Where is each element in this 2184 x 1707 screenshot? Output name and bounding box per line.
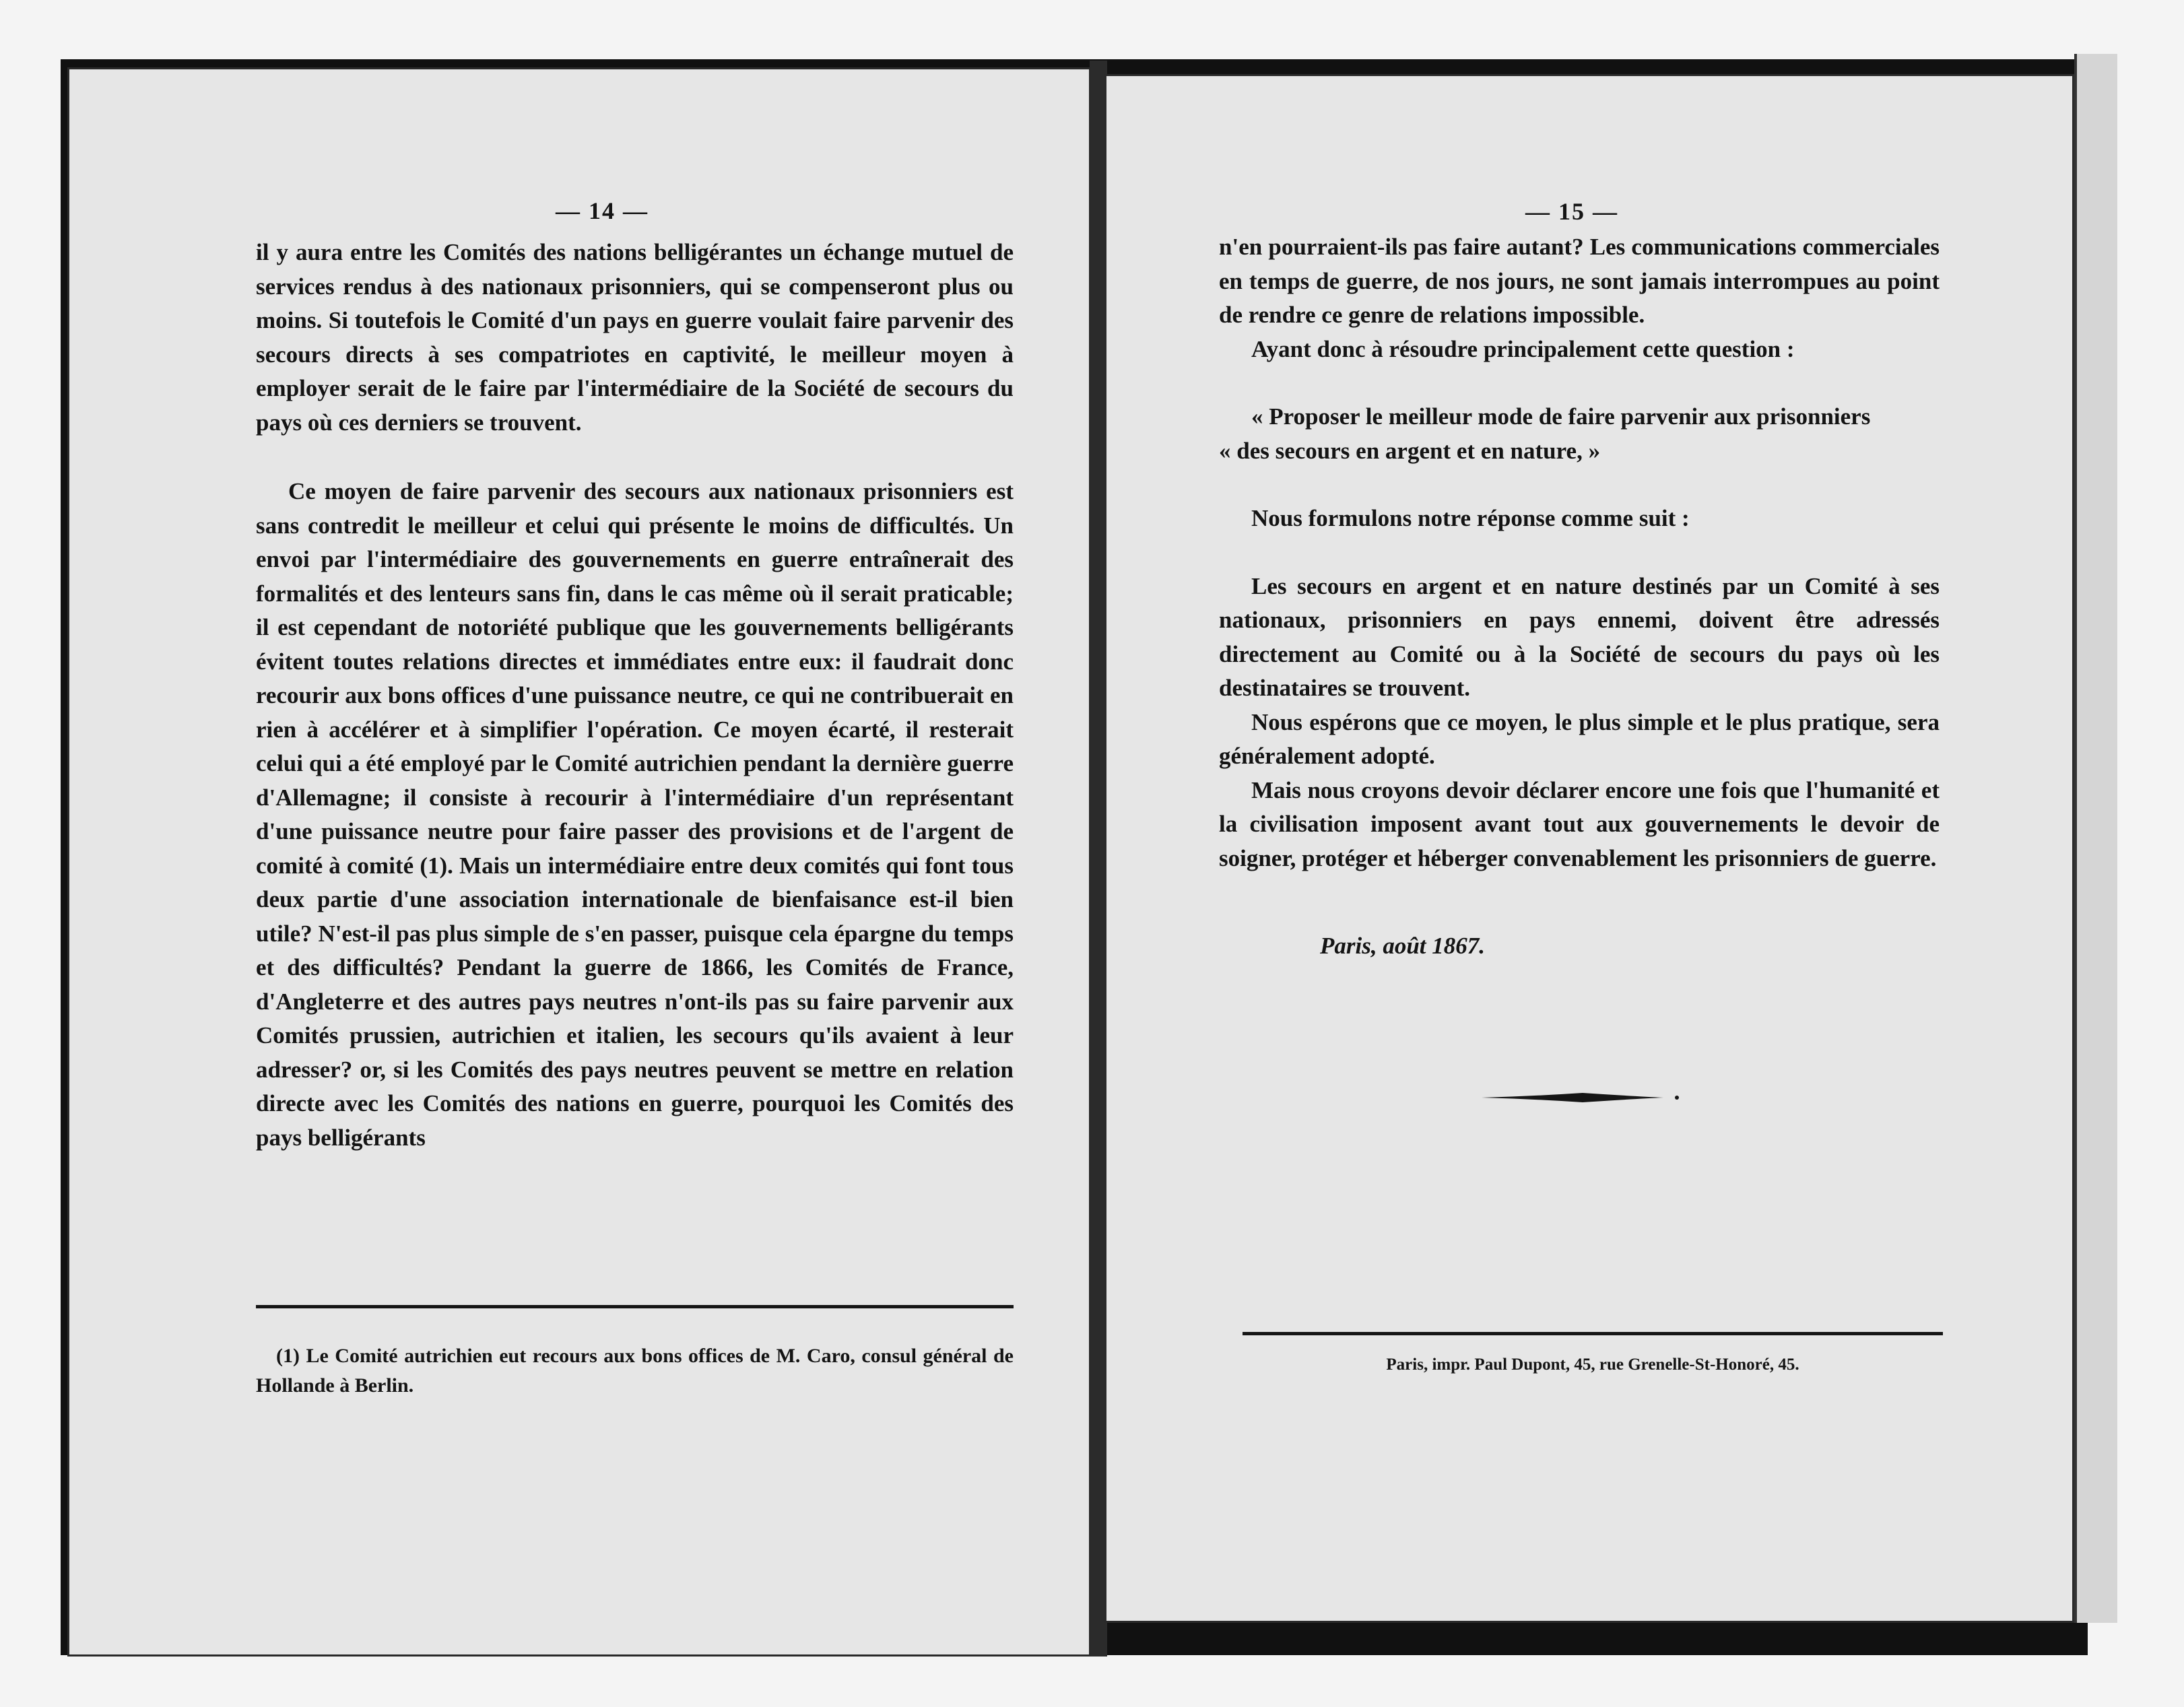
left-paragraph-2: Ce moyen de faire parvenir des secours aux nationaux prisonniers est sans contredit le meilleur et celui qui présente le moins de difficultés. Un envoi par l'intermédiaire des gouvernements en guerre entraînerait des formalités et des lenteurs sans fin, dans le cas même où il serait praticable; il est cependant de notoriété publique que les gouvernements belligérants évitent toutes relations directes et immédiates entre eux: il faudrait donc recourir aux bons offices d'une puissance neutre, ce qui ne contribuerait en rien à accélérer et à simplifier l'opération. Ce moyen écarté, il resterait celui qui a été employé par le Comité autrichien pendant la dernière guerre d'Allemagne; il consiste à recourir à l'intermédiaire d'un représentant d'une puissance neutre pour faire passer des provisions et de l'argent de comité à comité (1). Mais un intermédiaire entre deux comités qui font tous deux partie d'une association internationale de bienfaisance est-il bien utile? N'est-il pas plus simple de s'en passer, puisque cela épargne du temps et des difficultés? Pendant la guerre de 1866, les Comités de France, d'Angleterre et des autres pays neutres n'ont-ils pas su faire parvenir aux Comités prussien, autrichien et italien, les secours qu'ils avaient à leur adresser? or, si les Comités des pays neutres peuvent se mettre en relation directe avec les Comités des nations en guerre, pourquoi les Comités des pays belligérants [256, 478, 1014, 1151]
right-page-body [1219, 230, 1940, 875]
footnote: (1) Le Comité autrichien eut recours aux bons offices de M. Caro, consul général de Hollande à Berlin. [256, 1345, 1014, 1397]
imprint-rule [1243, 1332, 1943, 1335]
right-paragraph-3: Nous formulons notre réponse comme suit : [1251, 505, 1690, 531]
page-number-14: — 14 — [556, 197, 649, 224]
right-paragraph-1: n'en pourraient-ils pas faire autant? Les communications commerciales en temps de guerre, de nos jours, ne sont jamais interrompues au point de rendre ce genre de relations impossible. [1219, 234, 1940, 328]
page-number-15: — 15 — [1525, 198, 1618, 225]
right-paragraph-6: Mais nous croyons devoir déclarer encore une fois que l'humanité et la civilisation imposent avant tout aux gouvernements le devoir de soigner, protéger et héberger convenablement les prisonniers de guerre. [1219, 776, 1940, 871]
right-paragraph-2: Ayant donc à résoudre principalement cette question : [1251, 335, 1795, 362]
right-paragraph-5: Nous espérons que ce moyen, le plus simple et le plus pratique, sera généralement adopté. [1219, 708, 1940, 769]
ornament-rule [1482, 1090, 1684, 1106]
page-stack-edge [2074, 54, 2117, 1623]
left-paragraph-1: il y aura entre les Comités des nations belligérantes un échange mutuel de services rendus à des nationaux prisonniers, qui se compenseront plus ou moins. Si toutefois le Comité d'un pays en guerre voulait faire parvenir des secours directs à ses compatriotes en captivité, le meilleur moyen à employer serait de le faire par l'intermédiaire de la Société de secours du pays où ces derniers se trouvent. [256, 239, 1014, 436]
dateline: Paris, août 1867. [1320, 933, 1486, 959]
right-paragraph-4: Les secours en argent et en nature destinés par un Comité à ses nationaux, prisonniers en pays ennemi, doivent être adressés directement au Comité ou à la Société de secours du pays où les destinataires se trouvent. [1219, 572, 1940, 701]
left-page-body [256, 236, 1014, 1155]
question-line-1: « Proposer le meilleur mode de faire parvenir aux prisonniers [1251, 403, 1871, 430]
printer-imprint: Paris, impr. Paul Dupont, 45, rue Grenelle-St-Honoré, 45. [1386, 1355, 1799, 1374]
question-line-2: « des secours en argent et en nature, » [1219, 437, 1601, 464]
left-page [67, 67, 1091, 1656]
footnote-rule [256, 1305, 1014, 1308]
right-page [1104, 74, 2074, 1623]
